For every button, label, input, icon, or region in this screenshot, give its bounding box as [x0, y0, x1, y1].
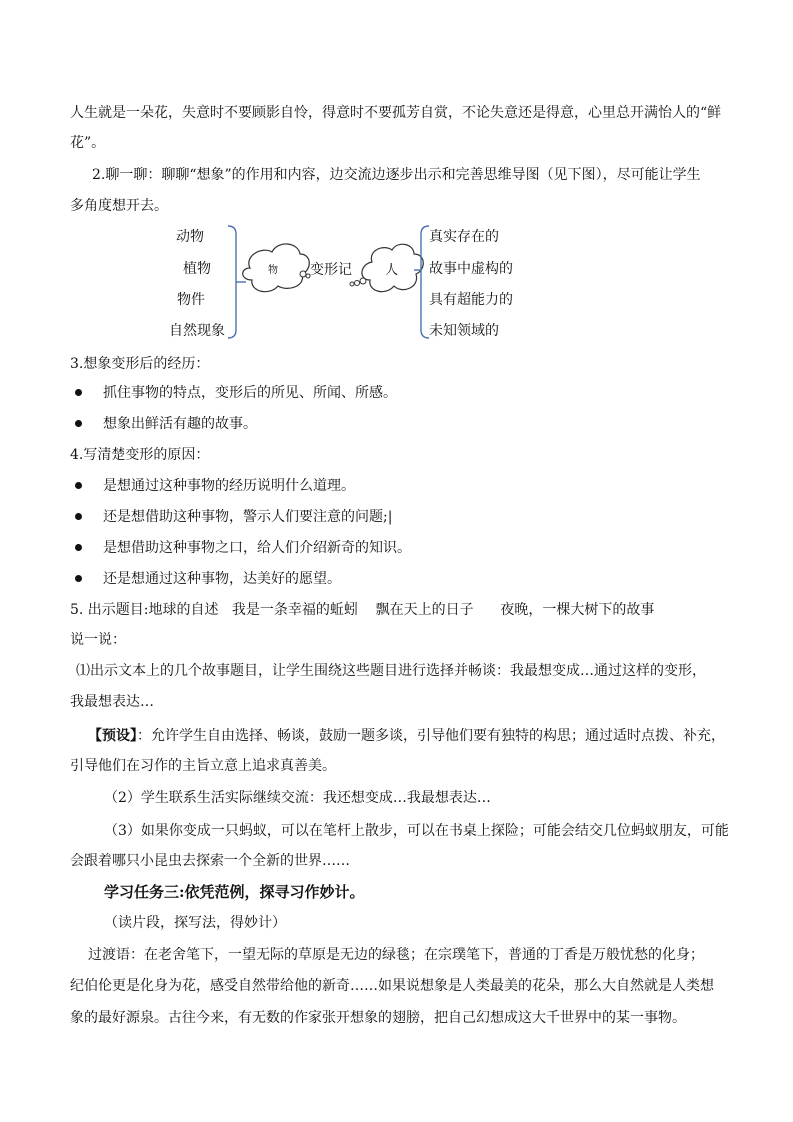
mindmap-right-item-3: 未知领域的 — [429, 323, 499, 339]
task3-transition-line-1: 过渡语：在老舍笔下，一望无际的草原是无边的绿毯；在宗璞笔下，普通的丁香是万般忧愁的化身； — [88, 947, 704, 963]
task3-sub: （读片段，探写法，得妙计） — [104, 915, 286, 931]
step5-preset-line-2: 引导他们在习作的主旨立意上追求真善美。 — [70, 758, 336, 774]
bubble-right-1 — [350, 282, 354, 286]
mindmap-left-item-1: 植物 — [183, 261, 211, 277]
bullet-dot — [75, 389, 82, 396]
mind-map-lines — [0, 0, 793, 360]
mindmap-right-item-1: 故事中虚构的 — [429, 261, 513, 277]
bullet-dot — [75, 513, 82, 520]
left-bracket — [228, 226, 236, 338]
mindmap-left-item-3: 自然现象 — [169, 323, 225, 339]
mindmap-right-item-0: 真实存在的 — [429, 229, 499, 245]
step4-bullet-2: 是想借助这种事物之口，给人们介绍新奇的知识。 — [103, 540, 411, 556]
bubble-right-2 — [355, 281, 360, 286]
step5-p3-line-2: 会跟着哪只小昆虫去探索一个全新的世界…… — [70, 853, 350, 869]
step5-preset-line-1 — [88, 726, 725, 746]
mindmap-right-item-2: 具有超能力的 — [429, 292, 513, 308]
step5-p2: （2）学生联系生活实际继续交流：我还想变成…我最想表达… — [104, 790, 491, 806]
step2-line-1: 2.聊一聊：聊聊“想象”的作用和内容，边交流边逐步出示和完善思维导图（见下图），尽可能让学生 — [92, 167, 701, 183]
step4-heading: 4.写清楚变形的原因： — [70, 447, 210, 463]
step5-topics: 5. 出示题目:地球的自述 我是一条幸福的蚯蚓 飘在天上的日子 夜晚，一棵大树下的故事 — [70, 602, 655, 618]
step5-p1-line-1: ⑴出示文本上的几个故事题目，让学生围绕这些题目进行选择并畅谈：我最想变成…通过这样的变形， — [76, 663, 706, 679]
step4-bullet-0: 是想通过这种事物的经历说明什么道理。 — [103, 478, 355, 494]
step5-shuo: 说一说： — [70, 632, 126, 648]
task3-transition-line-2: 纪伯伦更是化身为花，感受自然带给他的新奇……如果说想象是人类最美的花朵，那么大自然就是人类想 — [70, 978, 714, 994]
bullet-dot — [75, 544, 82, 551]
bullet-dot — [75, 575, 82, 582]
bullet-dot — [75, 420, 82, 427]
mindmap-left-item-2: 物件 — [177, 292, 205, 308]
cloud-left-label: 物 — [268, 265, 278, 276]
intro-line-1: 人生就是一朵花，失意时不要顾影自怜，得意时不要孤芳自赏，不论失意还是得意，心里总开满怡人的“鲜 — [70, 105, 722, 121]
step3-heading: 3.想象变形后的经历： — [70, 356, 210, 372]
bubble-left-1 — [300, 271, 306, 277]
preset-text: ：允许学生自由选择、畅谈，鼓励一题多谈，引导他们要有独特的构思；通过适时点拨、补充， — [137, 728, 725, 744]
step2-line-2: 多角度想开去。 — [70, 198, 168, 214]
step4-bullet-1: 还是想借助这种事物，警示人们要注意的问题;| — [103, 509, 393, 525]
step3-bullet-1: 想象出鲜活有趣的故事。 — [103, 416, 257, 432]
mindmap-center-label: 变形记 — [310, 262, 352, 278]
right-bracket — [421, 226, 429, 338]
step5-p1-line-2: 我最想表达… — [70, 694, 154, 710]
bullet-dot — [75, 482, 82, 489]
step4-bullet-3: 还是想通过这种事物，达美好的愿望。 — [103, 571, 341, 587]
mindmap-left-item-0: 动物 — [176, 229, 204, 245]
step3-bullet-0: 抓住事物的特点，变形后的所见、所闻、所感。 — [103, 385, 397, 401]
cloud-right-label: 人 — [385, 263, 399, 278]
task3-title: 学习任务三:依凭范例，探寻习作妙计。 — [104, 883, 365, 901]
intro-line-2: 花”。 — [70, 135, 106, 151]
step5-p3-line-1: （3）如果你变成一只蚂蚁，可以在笔杆上散步，可以在书桌上探险；可能会结交几位蚂蚁朋友，可能 — [104, 823, 729, 839]
task3-transition-line-3: 象的最好源泉。古往今来，有无数的作家张开想象的翅膀，把自己幻想成这大千世界中的某一事物。 — [70, 1010, 686, 1026]
preset-label: 【预设】 — [88, 728, 137, 744]
